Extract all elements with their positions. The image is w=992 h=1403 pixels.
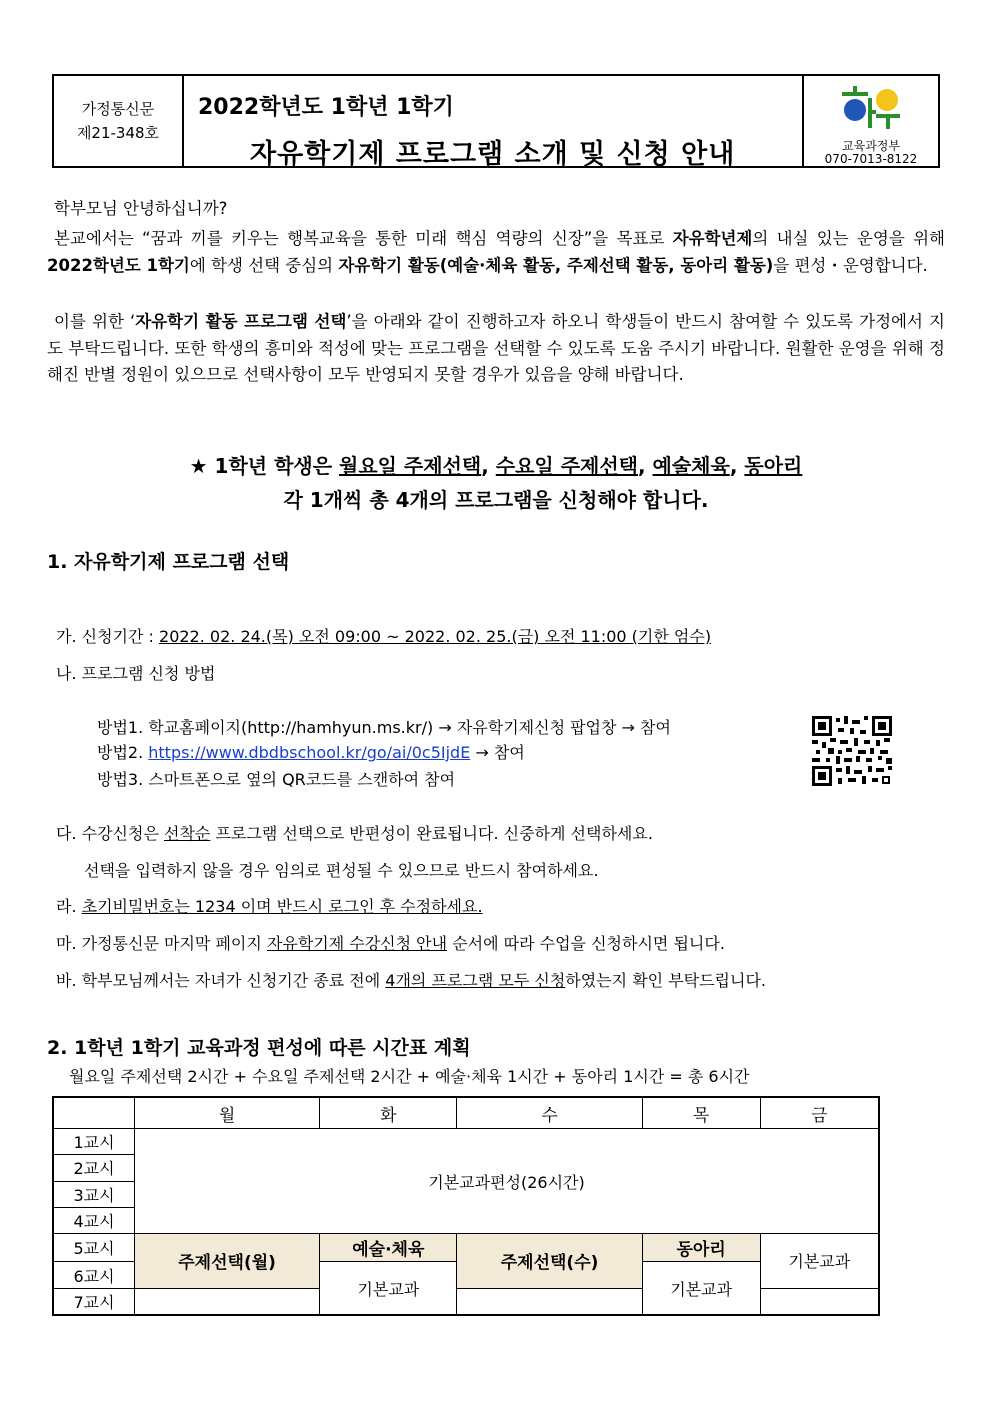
empty-cell xyxy=(457,1288,642,1315)
section1-heading: 1. 자유학기제 프로그램 선택 xyxy=(47,551,290,573)
section2-heading: 2. 1학년 1학기 교육과정 편성에 따른 시간표 계획 xyxy=(47,1037,471,1059)
method-1: 방법1. 학교홈페이지(http://hamhyun.ms.kr/) → 자유학기제신청 팝업창 → 참여 xyxy=(97,718,671,737)
header-box xyxy=(52,74,940,168)
apply-link[interactable]: https://www.dbdbschool.kr/go/ai/0c5IjdE xyxy=(148,743,471,762)
empty-cell xyxy=(760,1288,879,1315)
fri-basic-cell: 기본교과 xyxy=(760,1234,879,1289)
notice-line-2: 각 1개씩 총 4개의 프로그램을 신청해야 합니다. xyxy=(283,488,709,512)
period-label: 5교시 xyxy=(53,1234,135,1262)
school-logo xyxy=(840,84,902,136)
department: 교육과정부 xyxy=(842,139,900,153)
page-title: 자유학기제 프로그램 소개 및 신청 안내 xyxy=(250,139,736,170)
issue-number: 제21-348호 xyxy=(76,124,160,142)
tue-basic-cell: 기본교과 xyxy=(320,1262,457,1315)
corner-cell xyxy=(53,1097,135,1129)
base-curriculum-block: 기본교과편성(26시간) xyxy=(135,1129,880,1234)
apply-method-label: 나. 프로그램 신청 방법 xyxy=(56,664,216,683)
item-ba: 바. 학부모님께서는 자녀가 신청기간 종료 전에 4개의 프로그램 모두 신청하였는지 확인 부탁드립니다. xyxy=(56,971,767,990)
title-line1: 2022학년도 1학년 1학기 xyxy=(198,95,454,120)
hours-summary: 월요일 주제선택 2시간 + 수요일 주제선택 2시간 + 예술·체육 1시간 + 동아리 1시간 = 총 6시간 xyxy=(69,1067,750,1086)
period-label: 6교시 xyxy=(53,1262,135,1288)
qr-code-icon[interactable] xyxy=(812,716,892,786)
mon-topic-cell: 주제선택(월) xyxy=(135,1234,320,1289)
day-header: 화 xyxy=(320,1097,457,1129)
school-logo-area xyxy=(804,76,938,166)
intro-paragraph-1: 본교에서는 “꿈과 끼를 키우는 행복교육을 통한 미래 핵심 역량의 신장”을 목표로 자유학년제의 내실 있는 운영을 위해 2022학년도 1학기에 학생 선택 중심의 자유학기 활동(예술·체육 활동, 주제선택 활동, 동아리 활동)을 편성・운영합니다. xyxy=(47,229,946,275)
item-da-line2: 선택을 입력하지 않을 경우 임의로 편성될 수 있으므로 반드시 참여하세요. xyxy=(84,861,599,880)
period-label: 1교시 xyxy=(53,1129,135,1155)
period-label: 3교시 xyxy=(53,1181,135,1207)
item-da: 다. 수강신청은 선착순 프로그램 선택으로 반편성이 완료됩니다. 신중하게 선택하세요. xyxy=(56,824,653,843)
apply-period: 가. 신청기간 : 2022. 02. 24.(목) 오전 09:00 ~ 2022. 02. 25.(금) 오전 11:00 (기한 엄수) xyxy=(56,627,712,646)
arts-cell: 예술·체육 xyxy=(320,1234,457,1262)
issue-info xyxy=(54,76,184,166)
item-ma: 마. 가정통신문 마지막 페이지 자유학기제 수강신청 안내 순서에 따라 수업을 신청하시면 됩니다. xyxy=(56,934,725,953)
title-area xyxy=(184,76,804,170)
period-label: 2교시 xyxy=(53,1155,135,1181)
issue-label: 가정통신문 xyxy=(81,100,155,118)
greeting: 학부모님 안녕하십니까? xyxy=(54,199,228,218)
day-header: 수 xyxy=(457,1097,642,1129)
wed-topic-cell: 주제선택(수) xyxy=(457,1234,642,1289)
period-label: 4교시 xyxy=(53,1207,135,1233)
notice-line-1: ★ 1학년 학생은 월요일 주제선택, 수요일 주제선택, 예술체육, 동아리 xyxy=(189,454,803,478)
club-cell: 동아리 xyxy=(642,1234,760,1262)
intro-paragraph-2: 이를 위한 ‘자유학기 활동 프로그램 선택’을 아래와 같이 진행하고자 하오니 학생들이 반드시 참여할 수 있도록 가정에서 지도 부탁드립니다. 또한 학생의 흥미와 적성에 맞는 프로그램을 선택할 수 있도록 도움 주시기 바랍니다. 원활한 운영을 위해 정해진 반별 정원이 있으므로 선택사항이 모두 반영되지 못할 경우가 있음을 양해 바랍니다. xyxy=(47,312,945,384)
day-header: 목 xyxy=(642,1097,760,1129)
thu-basic-cell: 기본교과 xyxy=(642,1262,760,1315)
empty-cell xyxy=(135,1288,320,1315)
timetable xyxy=(52,1096,880,1316)
item-ra: 라. 초기비밀번호는 1234 이며 반드시 로그인 후 수정하세요. xyxy=(56,897,483,916)
day-header: 월 xyxy=(135,1097,320,1129)
phone-number: 070-7013-8122 xyxy=(824,152,918,166)
day-header: 금 xyxy=(760,1097,879,1129)
method-3: 방법3. 스마트폰으로 옆의 QR코드를 스캔하여 참여 xyxy=(97,770,456,789)
period-label: 7교시 xyxy=(53,1288,135,1315)
method-2: 방법2. https://www.dbdbschool.kr/go/ai/0c5IjdE → 참여 xyxy=(97,743,525,762)
